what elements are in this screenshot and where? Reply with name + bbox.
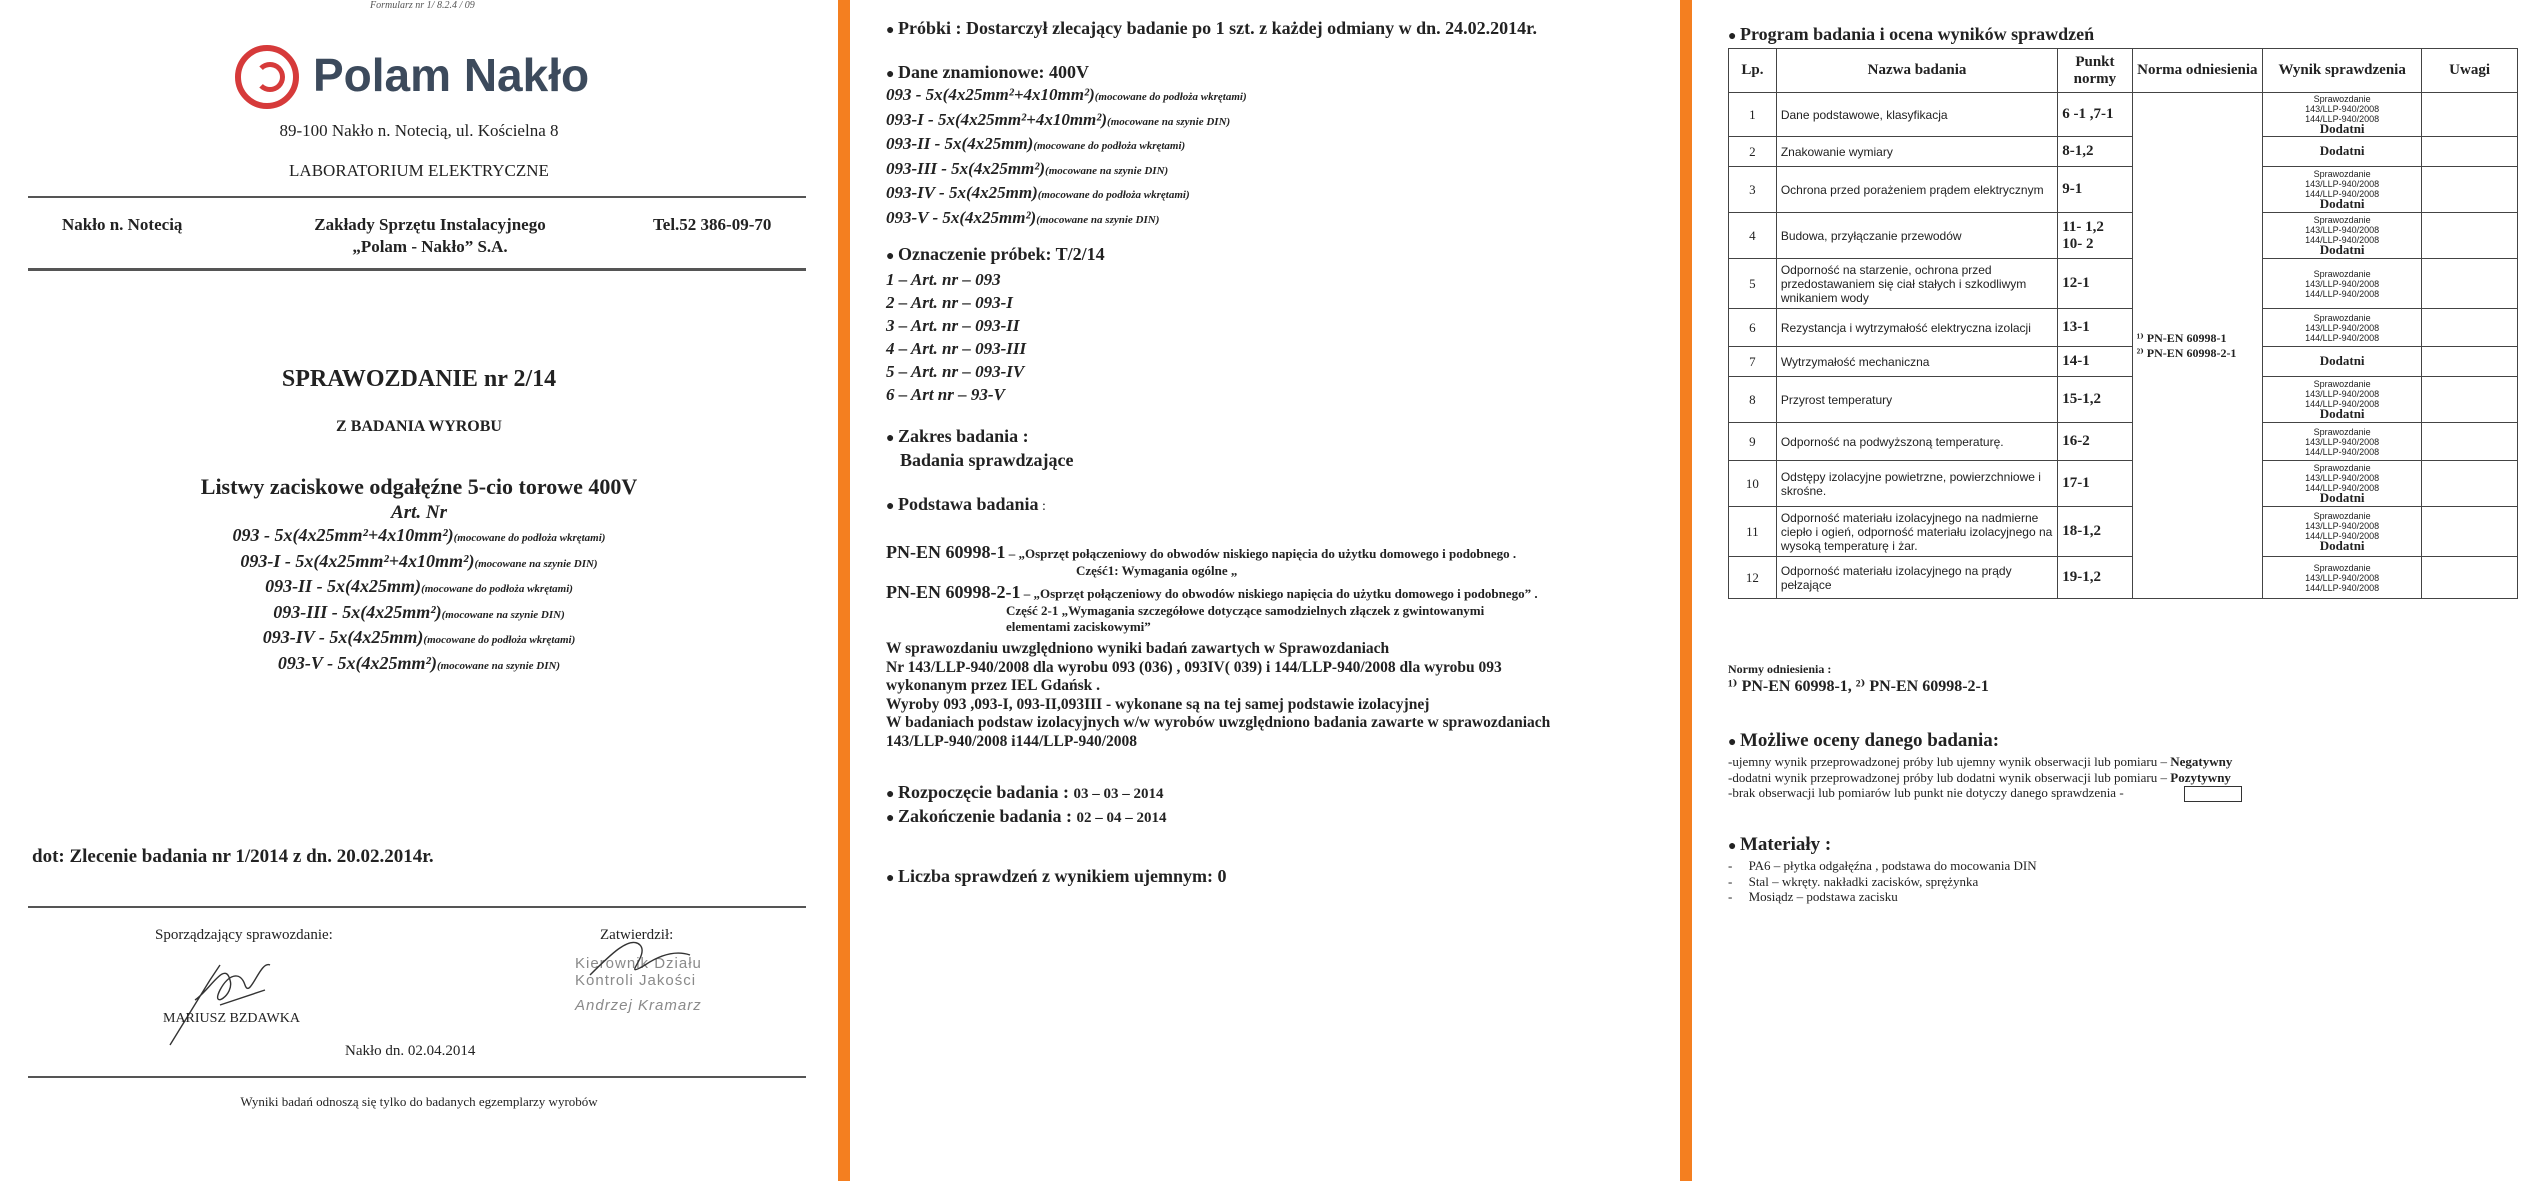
standard-text: – „Osprzęt połączeniowy do obwodów niskiego napięcia do użytku domowego i podobnego” . — [1020, 586, 1538, 601]
rated-item: 093-IV - 5x(4x25mm)(mocowane do podłoża wkrętami) — [886, 183, 1190, 202]
reports-paragraph — [886, 640, 1550, 751]
company-line-1: Zakłady Sprzętu Instalacyjnego — [314, 215, 546, 234]
row-number: 5 — [1729, 259, 1777, 309]
assessment-item: -brak obserwacji lub pomiarów lub punkt nie dotyczy danego sprawdzenia - — [1728, 785, 2242, 802]
article-list — [0, 524, 838, 677]
remarks-cell — [2422, 167, 2518, 213]
company-logo — [235, 42, 615, 112]
stamp-line: Andrzej Kramarz — [575, 997, 702, 1014]
company-line-2: „Polam - Nakło” S.A. — [352, 237, 508, 256]
remarks-cell — [2422, 309, 2518, 347]
test-result: Sprawozdanie 143/LLP-940/2008 144/LLP-940/2008 Dodatni — [2263, 507, 2422, 557]
remarks-cell — [2422, 377, 2518, 423]
report-cover-page — [0, 0, 838, 1181]
remarks-cell — [2422, 347, 2518, 377]
test-result: Dodatni — [2263, 347, 2422, 377]
report-title: SPRAWOZDANIE nr 2/14 — [281, 366, 557, 392]
test-result: Sprawozdanie 143/LLP-940/2008 144/LLP-940/2008 — [2263, 423, 2422, 461]
standard-clause: 12-1 — [2058, 259, 2132, 309]
company-name — [280, 214, 580, 258]
table-row — [1729, 507, 2518, 557]
test-result: Sprawozdanie 143/LLP-940/2008 144/LLP-940/2008 Dodatni — [2263, 377, 2422, 423]
table-header-row — [1729, 49, 2518, 93]
scope-label: ● Zakres badania : — [886, 426, 1029, 447]
end-date: ● Zakończenie badania : 02 – 04 – 2014 — [886, 806, 1167, 827]
table-row — [1729, 259, 2518, 309]
standard-clause: 17-1 — [2058, 461, 2132, 507]
remarks-cell — [2422, 507, 2518, 557]
materials-heading: ● Materiały : — [1728, 834, 1831, 856]
paragraph-line: wykonanym przez IEL Gdańsk . — [886, 677, 1101, 694]
test-result: Sprawozdanie 143/LLP-940/2008 144/LLP-940/2008 — [2263, 557, 2422, 599]
standard-text: – „Osprzęt połączeniowy do obwodów niskiego napięcia do użytku domowego i podobnego . — [1005, 546, 1517, 561]
table-row — [1729, 347, 2518, 377]
page-separator — [1680, 0, 1692, 1181]
marking-item: 4 – Art. nr – 093-III — [886, 339, 1027, 358]
row-number: 7 — [1729, 347, 1777, 377]
signature-preparer — [150, 920, 310, 1050]
results-table — [1728, 48, 2518, 599]
article-item: 093-II - 5x(4x25mm)(mocowane do podłoża wkrętami) — [265, 576, 573, 596]
divider — [28, 1076, 806, 1078]
rated-item: 093-I - 5x(4x25mm²+4x10mm²)(mocowane na szynie DIN) — [886, 109, 1231, 129]
table-row — [1729, 93, 2518, 137]
test-name: Odporność na podwyższoną temperaturę. — [1776, 423, 2057, 461]
test-name: Odporność materiału izolacyjnego na prądy pełzające — [1776, 557, 2057, 599]
standard-text: Część 2-1 „Wymagania szczegółowe dotyczące samodzielnych złączek z gwintowanymi — [1006, 603, 1485, 618]
norms-label: Normy odniesienia : — [1728, 662, 1832, 676]
row-number: 9 — [1729, 423, 1777, 461]
reference-norms: ¹⁾ PN-EN 60998-1 ²⁾ PN-EN 60998-2-1 — [2132, 93, 2262, 599]
row-number: 10 — [1729, 461, 1777, 507]
row-number: 2 — [1729, 137, 1777, 167]
standard-text: Część1: Wymagania ogólne „ — [1076, 563, 1238, 578]
lab-name: LABORATORIUM ELEKTRYCZNE — [289, 161, 549, 180]
test-result: Dodatni — [2263, 137, 2422, 167]
assessment-heading: ● Możliwe oceny danego badania: — [1728, 730, 1999, 752]
column-header: Wynik sprawdzenia — [2263, 49, 2422, 93]
marking-item: 6 – Art nr – 93-V — [886, 385, 1005, 404]
row-number: 4 — [1729, 213, 1777, 259]
table-row — [1729, 423, 2518, 461]
standard-clause: 19-1,2 — [2058, 557, 2132, 599]
standard-clause: 18-1,2 — [2058, 507, 2132, 557]
rated-data: ● Dane znamionowe: 400V — [886, 62, 1089, 83]
test-result: Sprawozdanie 143/LLP-940/2008 144/LLP-940/2008 Dodatni — [2263, 213, 2422, 259]
report-subtitle: Z BADANIA WYROBU — [336, 418, 502, 435]
standard-clause: 9-1 — [2058, 167, 2132, 213]
table-body — [1729, 93, 2518, 599]
form-number: Formularz nr 1/ 8.2.4 / 09 — [370, 0, 475, 11]
divider — [28, 268, 806, 271]
test-program-page — [1692, 0, 2530, 1181]
art-label: Art. Nr — [391, 502, 447, 523]
assessment-item: -dodatni wynik przeprowadzonej próby lub dodatni wynik obserwacji lub pomiaru – Pozytywny — [1728, 769, 2231, 785]
table-row — [1729, 213, 2518, 259]
rated-item: 093-III - 5x(4x25mm²)(mocowane na szynie DIN) — [886, 158, 1169, 178]
test-result: Sprawozdanie 143/LLP-940/2008 144/LLP-940/2008 Dodatni — [2263, 461, 2422, 507]
article-item: 093 - 5x(4x25mm²+4x10mm²)(mocowane do podłoża wkrętami) — [232, 525, 606, 545]
standard-clause: 16-2 — [2058, 423, 2132, 461]
standard-code: PN-EN 60998-1 — [886, 542, 1006, 562]
paragraph-line: Wyroby 093 ,093-I, 093-II,093III - wykonane są na tej samej podstawie izolacyjnej — [886, 695, 1430, 713]
column-header: Punkt normy — [2058, 49, 2132, 93]
test-name: Przyrost temperatury — [1776, 377, 2057, 423]
row-number: 1 — [1729, 93, 1777, 137]
materials-list — [1728, 858, 2037, 905]
logo-inner-icon — [255, 62, 285, 92]
test-name: Odporność na starzenie, ochrona przed przedostawaniem się ciał stałych i szkodliwym wnikaniem wody — [1776, 259, 2057, 309]
standard-text: elementami zaciskowymi” — [1006, 619, 1151, 634]
paragraph-line: 143/LLP-940/2008 i144/LLP-940/2008 — [886, 732, 1138, 750]
table-row — [1729, 137, 2518, 167]
start-date: ● Rozpoczęcie badania : 03 – 03 – 2014 — [886, 782, 1163, 803]
test-name: Ochrona przed porażeniem prądem elektrycznym — [1776, 167, 2057, 213]
row-number: 11 — [1729, 507, 1777, 557]
logo-text: Polam Nakło — [313, 49, 590, 101]
test-result: Sprawozdanie 143/LLP-940/2008 144/LLP-940/2008 — [2263, 259, 2422, 309]
test-name: Budowa, przyłączanie przewodów — [1776, 213, 2057, 259]
paragraph-line: W sprawozdaniu uwzględniono wyniki badań zawartych w Sprawozdaniach — [886, 640, 1390, 657]
table-row — [1729, 557, 2518, 599]
negative-count: ● Liczba sprawdzeń z wynikiem ujemnym: 0 — [886, 866, 1226, 887]
norms-line: ¹⁾ PN-EN 60998-1, ²⁾ PN-EN 60998-2-1 — [1728, 678, 1989, 695]
rated-item: 093-II - 5x(4x25mm)(mocowane do podłoża wkrętami) — [886, 134, 1186, 153]
stamp-line: Kierownik Działu — [575, 955, 702, 972]
test-name: Odporność materiału izolacyjnego na nadmierne ciepło i ogień, odporność materiału izolacyjnego na wysoką temperaturę i żar. — [1776, 507, 2057, 557]
stamp-line: Kontroli Jakości — [575, 972, 697, 989]
material-item: - Stal – wkręty. nakładki zacisków, sprężynka — [1728, 873, 1979, 889]
column-header: Nazwa badania — [1776, 49, 2057, 93]
program-heading: ● Program badania i ocena wyników sprawdzeń — [1728, 24, 2094, 45]
marking-item: 5 – Art. nr – 093-IV — [886, 362, 1025, 381]
remarks-cell — [2422, 461, 2518, 507]
standard-code: PN-EN 60998-2-1 — [886, 582, 1021, 602]
table-row — [1729, 461, 2518, 507]
prepared-label: Sporządzający sprawozdanie: — [155, 927, 333, 943]
scope-value: Badania sprawdzające — [900, 450, 1074, 470]
divider — [28, 906, 806, 908]
remarks-cell — [2422, 213, 2518, 259]
remarks-cell — [2422, 557, 2518, 599]
empty-box-icon — [2184, 786, 2242, 802]
row-number: 12 — [1729, 557, 1777, 599]
table-row — [1729, 309, 2518, 347]
remarks-cell — [2422, 423, 2518, 461]
rated-item: 093-V - 5x(4x25mm²)(mocowane na szynie DIN) — [886, 207, 1160, 227]
standard-2 — [886, 582, 1538, 635]
date-line: Nakło dn. 02.04.2014 — [345, 1043, 476, 1059]
page-separator — [838, 0, 850, 1181]
rated-list — [886, 84, 1247, 231]
city: Nakło n. Notecią — [62, 215, 183, 234]
test-result: Sprawozdanie 143/LLP-940/2008 144/LLP-940/2008 — [2263, 309, 2422, 347]
paragraph-line: Nr 143/LLP-940/2008 dla wyrobu 093 (036) , 093IV( 039) i 144/LLP-940/2008 dla wyrobu 093 — [886, 658, 1502, 676]
row-number: 8 — [1729, 377, 1777, 423]
column-header: Uwagi — [2422, 49, 2518, 93]
preparer-name: MARIUSZ BZDAWKA — [163, 1011, 300, 1026]
order-reference: dot: Zlecenie badania nr 1/2014 z dn. 20.02.2014r. — [32, 846, 434, 867]
paragraph-line: W badaniach podstaw izolacyjnych w/w wyrobów uwzględniono badania zawarte w sprawozdaniach — [886, 714, 1551, 731]
remarks-cell — [2422, 93, 2518, 137]
phone: Tel.52 386-09-70 — [653, 215, 772, 234]
row-number: 6 — [1729, 309, 1777, 347]
rated-item: 093 - 5x(4x25mm²+4x10mm²)(mocowane do podłoża wkrętami) — [886, 85, 1247, 104]
marking-item: 1 – Art. nr – 093 — [886, 270, 1001, 289]
test-result: Sprawozdanie 143/LLP-940/2008 144/LLP-940/2008 Dodatni — [2263, 93, 2422, 137]
marking-list — [886, 268, 1026, 406]
material-item: - PA6 – płytka odgałęźna , podstawa do mocowania DIN — [1728, 858, 2037, 873]
samples: ● Próbki : Dostarczył zlecający badanie po 1 szt. z każdej odmiany w dn. 24.02.2014r. — [886, 18, 1537, 39]
column-header: Norma odniesienia — [2132, 49, 2262, 93]
marking-item: 2 – Art. nr – 093-I — [886, 293, 1013, 312]
row-number: 3 — [1729, 167, 1777, 213]
standard-clause: 11- 1,2 10- 2 — [2058, 213, 2132, 259]
sample-marking: ● Oznaczenie próbek: T/2/14 — [886, 244, 1105, 265]
remarks-cell — [2422, 259, 2518, 309]
table-row — [1729, 167, 2518, 213]
assessment-item: -ujemny wynik przeprowadzonej próby lub ujemny wynik obserwacji lub pomiaru – Negatywny — [1728, 754, 2233, 769]
material-item: - Mosiądz – podstawa zacisku — [1728, 889, 1898, 904]
approved-label: Zatwierdził: — [600, 927, 674, 943]
standard-clause: 8-1,2 — [2058, 137, 2132, 167]
assessment-list — [1728, 754, 2242, 802]
standard-1 — [886, 542, 1516, 579]
test-name: Odstępy izolacyjne powietrzne, powierzchniowe i skrośne. — [1776, 461, 2057, 507]
report-details-page — [850, 0, 1680, 1181]
divider — [28, 196, 806, 198]
basis-label: ● Podstawa badania : — [886, 494, 1046, 515]
test-name: Rezystancja i wytrzymałość elektryczna izolacji — [1776, 309, 2057, 347]
test-name: Dane podstawowe, klasyfikacja — [1776, 93, 2057, 137]
article-item: 093-III - 5x(4x25mm²)(mocowane na szynie DIN) — [273, 601, 565, 622]
test-name: Znakowanie wymiary — [1776, 137, 2057, 167]
table-row — [1729, 377, 2518, 423]
article-item: 093-IV - 5x(4x25mm)(mocowane do podłoża wkrętami) — [262, 627, 576, 647]
standard-clause: 13-1 — [2058, 309, 2132, 347]
remarks-cell — [2422, 137, 2518, 167]
test-result: Sprawozdanie 143/LLP-940/2008 144/LLP-940/2008 Dodatni — [2263, 167, 2422, 213]
article-item: 093-V - 5x(4x25mm²)(mocowane na szynie DIN) — [277, 652, 561, 673]
marking-item: 3 – Art. nr – 093-II — [886, 316, 1020, 335]
standard-clause: 6 -1 ,7-1 — [2058, 93, 2132, 137]
standard-clause: 14-1 — [2058, 347, 2132, 377]
address: 89-100 Nakło n. Notecią, ul. Kościelna 8 — [279, 121, 559, 140]
test-name: Wytrzymałość mechaniczna — [1776, 347, 2057, 377]
signature-approver — [580, 925, 700, 985]
column-header: Lp. — [1729, 49, 1777, 93]
product-title: Listwy zaciskowe odgałęźne 5-cio torowe 400V — [200, 474, 638, 499]
standard-clause: 15-1,2 — [2058, 377, 2132, 423]
article-item: 093-I - 5x(4x25mm²+4x10mm²)(mocowane na szynie DIN) — [240, 550, 598, 571]
footer-note: Wyniki badań odnoszą się tylko do badanych egzemplarzy wyrobów — [240, 1094, 598, 1109]
